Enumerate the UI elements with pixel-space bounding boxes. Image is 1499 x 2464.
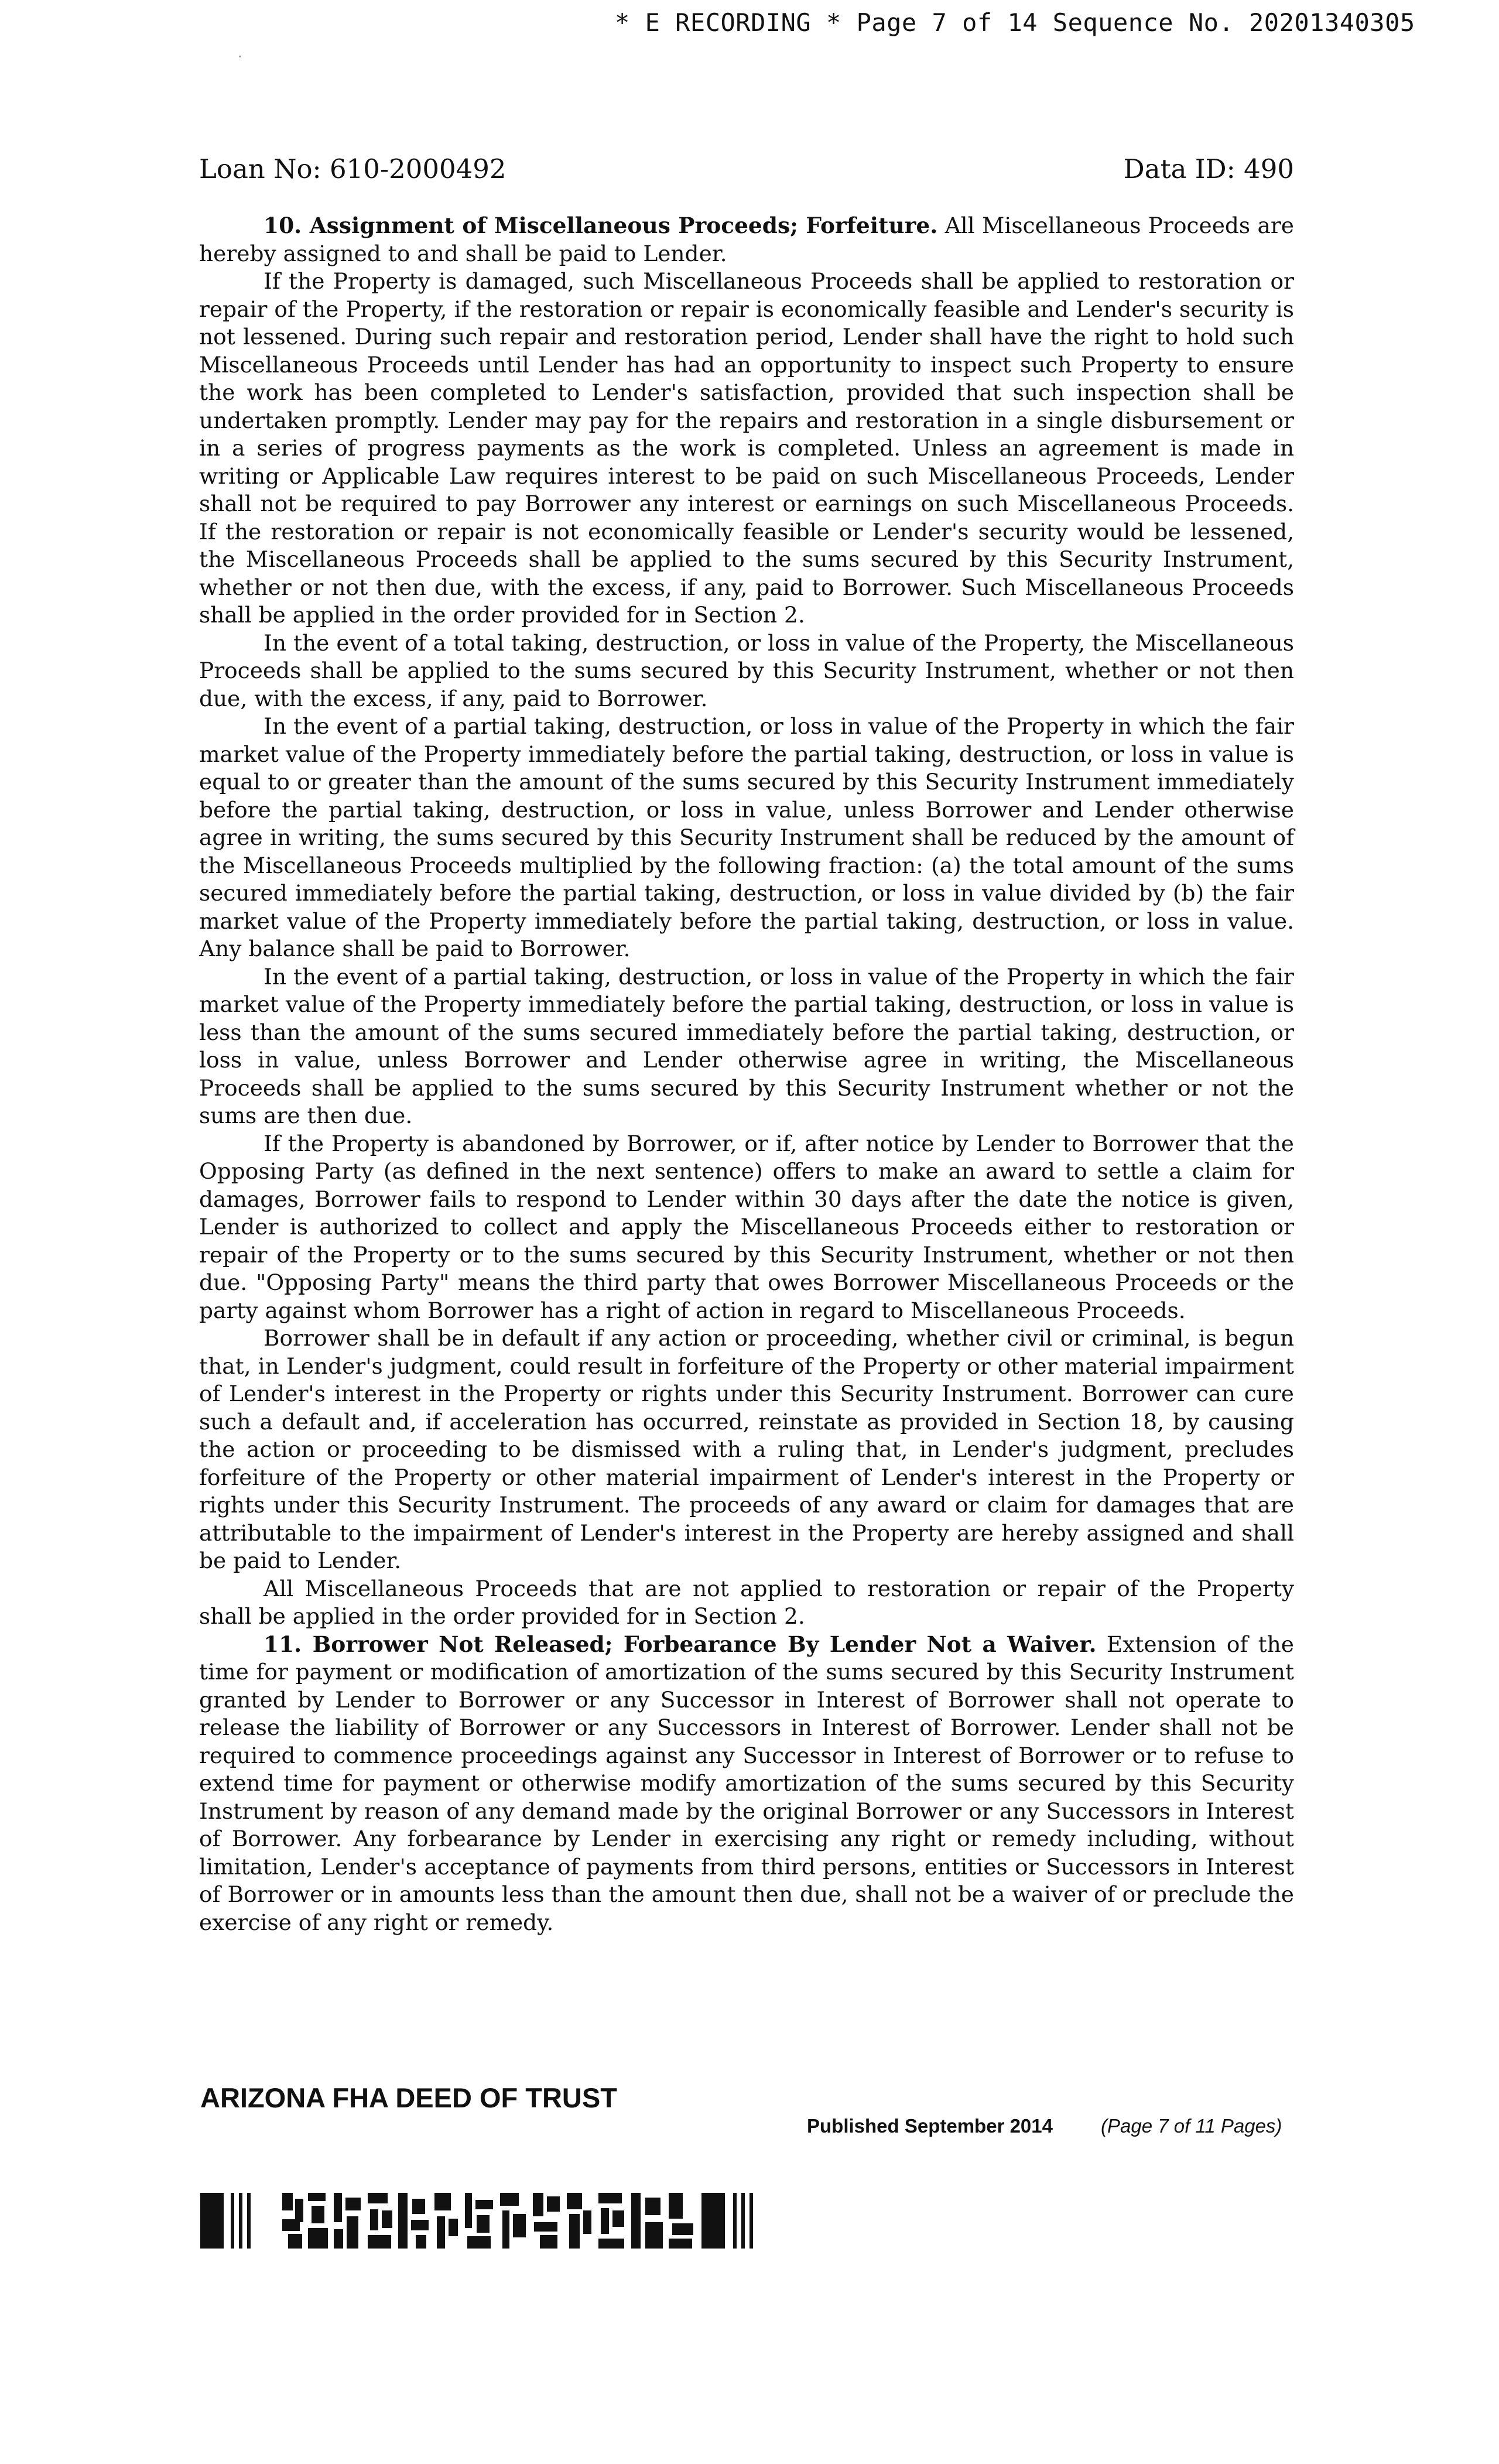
section-10-paragraph-damage: If the Property is damaged, such Miscellaneous Proceeds shall be applied to restoration or repair of the Property, if the restoration or repair is economically feasible and Lender's security is not lessened. During such repair and restoration period, Lender shall have the right to hold such Miscellaneous Proceeds until Lender has had an opportunity to inspect such Property to ensure the work has been completed to Lender's satisfaction, provided that such inspection shall be undertaken promptly. Lender may pay for the repairs and restoration in a single disbursement or in a series of progress payments as the work is completed. Unless an agreement is made in writing or Applicable Law requires interest to be paid on such Miscellaneous Proceeds, Lender shall not be required to pay Borrower any interest or earnings on such Miscellaneous Proceeds. If the restoration or repair is not economically feasible or Lender's security would be lessened, the Miscellaneous Proceeds shall be applied to the sums secured by this Security Instrument, whether or not then due, with the excess, if any, paid to Borrower. Such Miscellaneous Proceeds shall be applied in the order provided for in Section 2. [199,268,1294,628]
section-11 [199,1631,1294,1937]
section-10-paragraph-default: Borrower shall be in default if any action or proceeding, whether civil or criminal, is begun that, in Lender's judgment, could result in forfeiture of the Property or other material impairment of Lender's interest in the Property or rights under this Security Instrument. Borrower can cure such a default and, if acceleration has occurred, reinstate as provided in Section 18, by causing the action or proceeding to be dismissed with a ruling that, in Lender's judgment, precludes forfeiture of the Property or other material impairment of Lender's interest in the Property or rights under this Security Instrument. The proceeds of any award or claim for damages that are attributable to the impairment of Lender's interest in the Property are hereby assigned and shall be paid to Lender. [199,1325,1294,1573]
data-id: Data ID: 490 [1123,153,1294,184]
document-body [199,212,1294,1936]
document-barcode [200,2193,798,2249]
footer-form-title: ARIZONA FHA DEED OF TRUST [200,2082,617,2113]
footer-published-date: Published September 2014 [807,2115,1053,2137]
section-11-text: Extension of the time for payment or modification of amortization of the sums secured by this Security Instrument granted by Lender to Borrower or any Successor in Interest of Borrower shall not operate to release the liability of Borrower or any Successors in Interest of Borrower. Lender shall not be required to commence proceedings against any Successor in Interest of Borrower or to refuse to extend time for payment or otherwise modify amortization of the sums secured by this Security Instrument by reason of any demand made by the original Borrower or any Successors in Interest of Borrower. Any forbearance by Lender in exercising any right or remedy including, without limitation, Lender's acceptance of payments from third persons, entities or Successors in Interest of Borrower or in amounts less than the amount then due, shall not be a waiver of or preclude the exercise of any right or remedy. [199,1631,1294,1935]
section-10-paragraph-partial-taking-less: In the event of a partial taking, destruction, or loss in value of the Property in which the fair market value of the Property immediately before the partial taking, destruction, or loss in value is less than the amount of the sums secured immediately before the partial taking, destruction, or loss in value, unless Borrower and Lender otherwise agree in writing, the Miscellaneous Proceeds shall be applied to the sums secured by this Security Instrument whether or not the sums are then due. [199,963,1294,1128]
scan-speck [239,56,241,57]
recording-header: * E RECORDING * Page 7 of 14 Sequence No. 20201340305 [615,8,1415,37]
footer-page-count: (Page 7 of 11 Pages) [1101,2115,1282,2137]
loan-info-row [199,153,1294,189]
loan-number: Loan No: 610-2000492 [199,153,506,184]
section-10-heading: 10. Assignment of Miscellaneous Proceeds; Forfeiture. [263,213,938,238]
section-10-intro-text: All Miscellaneous Proceeds are hereby assigned to and shall be paid to Lender. [199,213,1294,266]
section-10-intro [199,212,1294,268]
section-10-paragraph-total-taking: In the event of a total taking, destruction, or loss in value of the Property, the Miscellaneous Proceeds shall be applied to the sums secured by this Security Instrument, whether or not then due, with the excess, if any, paid to Borrower. [199,629,1294,711]
section-10-paragraph-remaining-proceeds: All Miscellaneous Proceeds that are not applied to restoration or repair of the Property shall be applied in the order provided for in Section 2. [199,1575,1294,1629]
section-10-paragraph-partial-taking-equal: In the event of a partial taking, destruction, or loss in value of the Property in which the fair market value of the Property immediately before the partial taking, destruction, or loss in value is equal to or greater than the amount of the sums secured by this Security Instrument immediately before the partial taking, destruction, or loss in value, unless Borrower and Lender otherwise agree in writing, the sums secured by this Security Instrument shall be reduced by the amount of the Miscellaneous Proceeds multiplied by the following fraction: (a) the total amount of the sums secured immediately before the partial taking, destruction, or loss in value divided by (b) the fair market value of the Property immediately before the partial taking, destruction, or loss in value. Any balance shall be paid to Borrower. [199,713,1294,961]
section-11-heading: 11. Borrower Not Released; Forbearance By Lender Not a Waiver. [263,1631,1097,1657]
section-10-paragraph-abandoned: If the Property is abandoned by Borrower, or if, after notice by Lender to Borrower that the Opposing Party (as defined in the next sentence) offers to make an award to settle a claim for damages, Borrower fails to respond to Lender within 30 days after the date the notice is given, Lender is authorized to collect and apply the Miscellaneous Proceeds either to restoration or repair of the Property or to the sums secured by this Security Instrument, whether or not then due. "Opposing Party" means the third party that owes Borrower Miscellaneous Proceeds or the party against whom Borrower has a right of action in regard to Miscellaneous Proceeds. [199,1130,1294,1323]
